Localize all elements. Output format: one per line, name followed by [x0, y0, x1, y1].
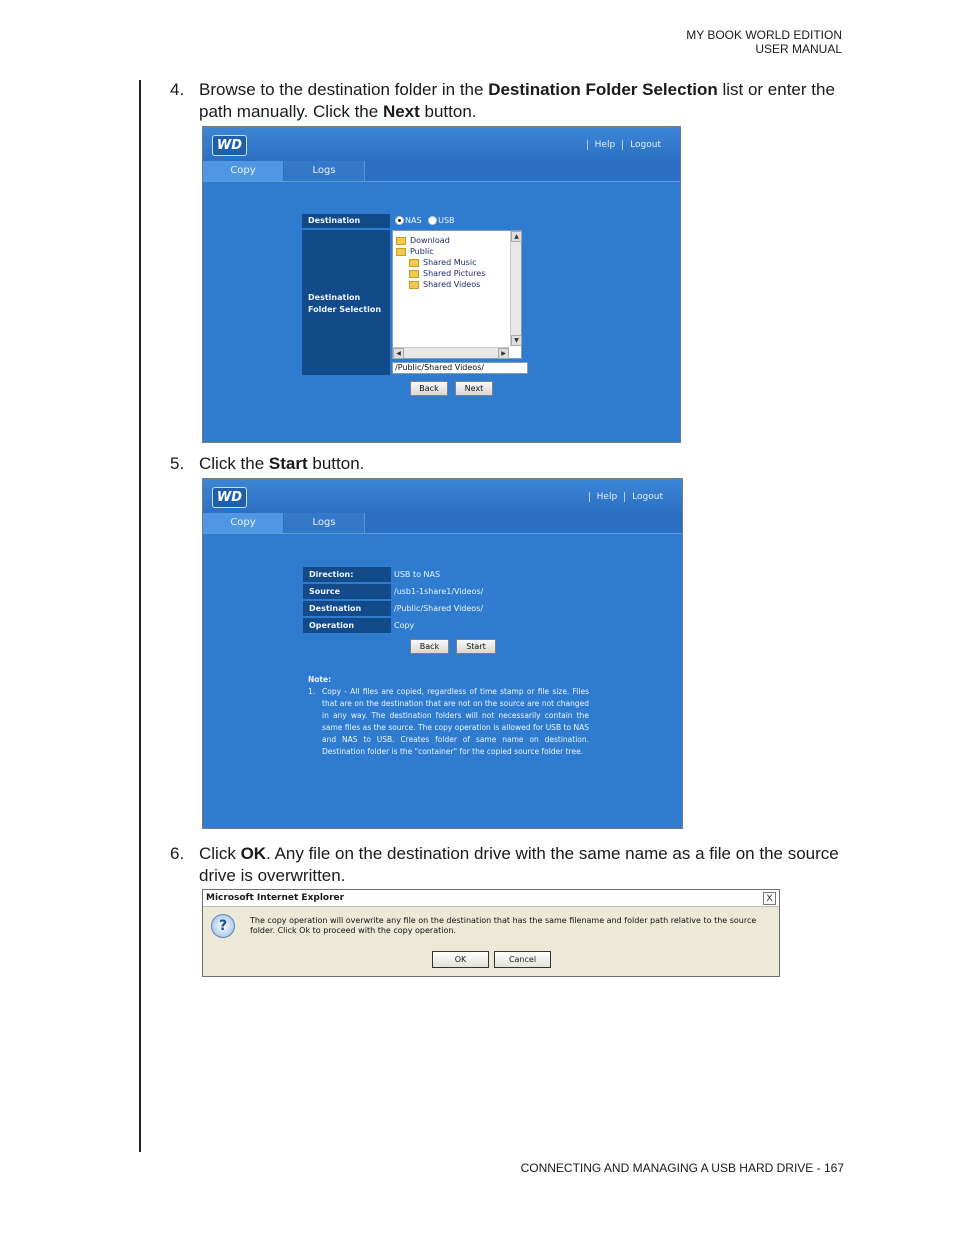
note-title: Note:	[308, 675, 332, 684]
text-run: Browse to the destination folder in the	[199, 80, 489, 99]
wd-logo: WD	[212, 487, 247, 508]
dialog-title: Microsoft Internet Explorer	[203, 890, 779, 907]
bold-run: Destination Folder Selection	[488, 80, 718, 99]
text-run: Click	[199, 844, 241, 863]
tab-logs[interactable]: Logs	[284, 161, 365, 181]
folder-icon	[409, 259, 419, 267]
folder-label: Shared Music	[423, 258, 477, 267]
source-value: /usb1-1share1/Videos/	[394, 587, 484, 596]
close-icon[interactable]: X	[763, 892, 776, 905]
text-run: Click the	[199, 454, 269, 473]
source-label: Source	[303, 584, 391, 599]
top-bar	[203, 127, 680, 164]
scroll-left-icon[interactable]: ◀	[393, 348, 404, 359]
question-icon: ?	[211, 914, 235, 938]
scroll-up-icon[interactable]: ▲	[511, 231, 522, 242]
step-4	[170, 79, 850, 123]
radio-nas[interactable]	[395, 216, 404, 225]
bold-run: Start	[268, 454, 308, 473]
step-text	[199, 79, 850, 123]
destination-label: Destination	[302, 214, 390, 228]
folder-list[interactable]	[392, 230, 522, 359]
step-text	[199, 453, 850, 475]
top-links	[587, 140, 668, 150]
step-5	[170, 453, 850, 475]
screenshot-destination-selection	[202, 126, 681, 443]
folder-icon	[409, 281, 419, 289]
folder-label: Public	[410, 247, 434, 256]
radio-usb-label: USB	[438, 216, 455, 225]
step-number: 4.	[170, 80, 185, 99]
folder-icon	[396, 237, 406, 245]
folder-item[interactable]	[409, 258, 476, 268]
direction-value: USB to NAS	[394, 570, 441, 579]
operation-label: Operation	[303, 618, 391, 633]
header-title: MY BOOK WORLD EDITION	[686, 28, 842, 42]
note-number: 1.	[308, 687, 316, 696]
direction-label: Direction:	[303, 567, 391, 582]
page-footer: CONNECTING AND MANAGING A USB HARD DRIVE - 167	[520, 1161, 844, 1175]
destination-value: /Public/Shared Videos/	[394, 604, 484, 613]
help-link[interactable]: Help	[589, 492, 625, 502]
margin-rule	[139, 80, 141, 1152]
header-subtitle: USER MANUAL	[755, 42, 842, 56]
folder-item[interactable]	[409, 269, 485, 279]
logout-link[interactable]: Logout	[624, 492, 670, 502]
text-run: list or enter the path manually. Click the	[199, 80, 835, 121]
vertical-scrollbar[interactable]	[510, 231, 521, 346]
dialog-message: The copy operation will overwrite any file on the destination that has the same filename and folder path relative to the source folder. Click Ok to proceed with the copy operation.	[250, 916, 757, 935]
bold-run: Next	[382, 102, 420, 121]
text-run: . Any file on the destination drive with the same name as a file on the source drive is overwritten.	[199, 844, 839, 885]
folder-selection-label: Destination Folder Selection	[302, 230, 390, 375]
step-number: 6.	[170, 844, 185, 863]
folder-label: Shared Pictures	[423, 269, 486, 278]
operation-value: Copy	[394, 621, 415, 630]
step-number: 5.	[170, 454, 185, 473]
top-links	[589, 492, 670, 502]
folder-item[interactable]	[396, 247, 434, 257]
tab-logs[interactable]: Logs	[284, 513, 365, 533]
scroll-down-icon[interactable]: ▼	[511, 335, 522, 346]
step-6	[170, 843, 850, 887]
tab-copy[interactable]: Copy	[203, 161, 283, 181]
cancel-button[interactable]: Cancel	[494, 951, 551, 968]
bold-run: OK	[240, 844, 267, 863]
text-run: button.	[307, 454, 365, 473]
radio-nas-label: NAS	[405, 216, 422, 225]
folder-label: Shared Videos	[423, 280, 481, 289]
folder-icon	[396, 248, 406, 256]
start-button[interactable]: Start	[456, 639, 496, 654]
top-bar	[203, 479, 682, 516]
manual-header	[686, 28, 842, 56]
destination-label: Destination	[303, 601, 391, 616]
ok-button[interactable]: OK	[432, 951, 489, 968]
note-text: Copy - All files are copied, regardless of time stamp or file size. Files that are on the destination that are not on the source are not changed in any way. The destination folders will not necessarily contain the same files as the source. The copy operation is allowed for USB to NAS and NAS to USB. Creates folder of same name on destination. Destination folder is the "container" for the copied source folder tree.	[322, 687, 589, 756]
tab-copy[interactable]: Copy	[203, 513, 283, 533]
radio-usb[interactable]	[428, 216, 437, 225]
folder-label: Download	[410, 236, 450, 245]
confirm-dialog	[202, 889, 780, 977]
help-link[interactable]: Help	[587, 140, 623, 150]
destination-radios	[395, 216, 455, 225]
wd-logo: WD	[212, 135, 247, 156]
logout-link[interactable]: Logout	[622, 140, 668, 150]
folder-item[interactable]	[409, 280, 480, 290]
screenshot-copy-summary	[202, 478, 683, 829]
text-run: button.	[419, 102, 477, 121]
next-button[interactable]: Next	[455, 381, 493, 396]
back-button[interactable]: Back	[410, 639, 449, 654]
path-input[interactable]: /Public/Shared Videos/	[392, 362, 528, 374]
folder-icon	[409, 270, 419, 278]
step-text	[199, 843, 850, 887]
tab-bar	[203, 513, 682, 534]
folder-item[interactable]	[396, 236, 450, 246]
scroll-right-icon[interactable]: ▶	[498, 348, 509, 359]
tab-bar	[203, 161, 680, 182]
horizontal-scrollbar[interactable]	[393, 347, 509, 358]
back-button[interactable]: Back	[410, 381, 448, 396]
